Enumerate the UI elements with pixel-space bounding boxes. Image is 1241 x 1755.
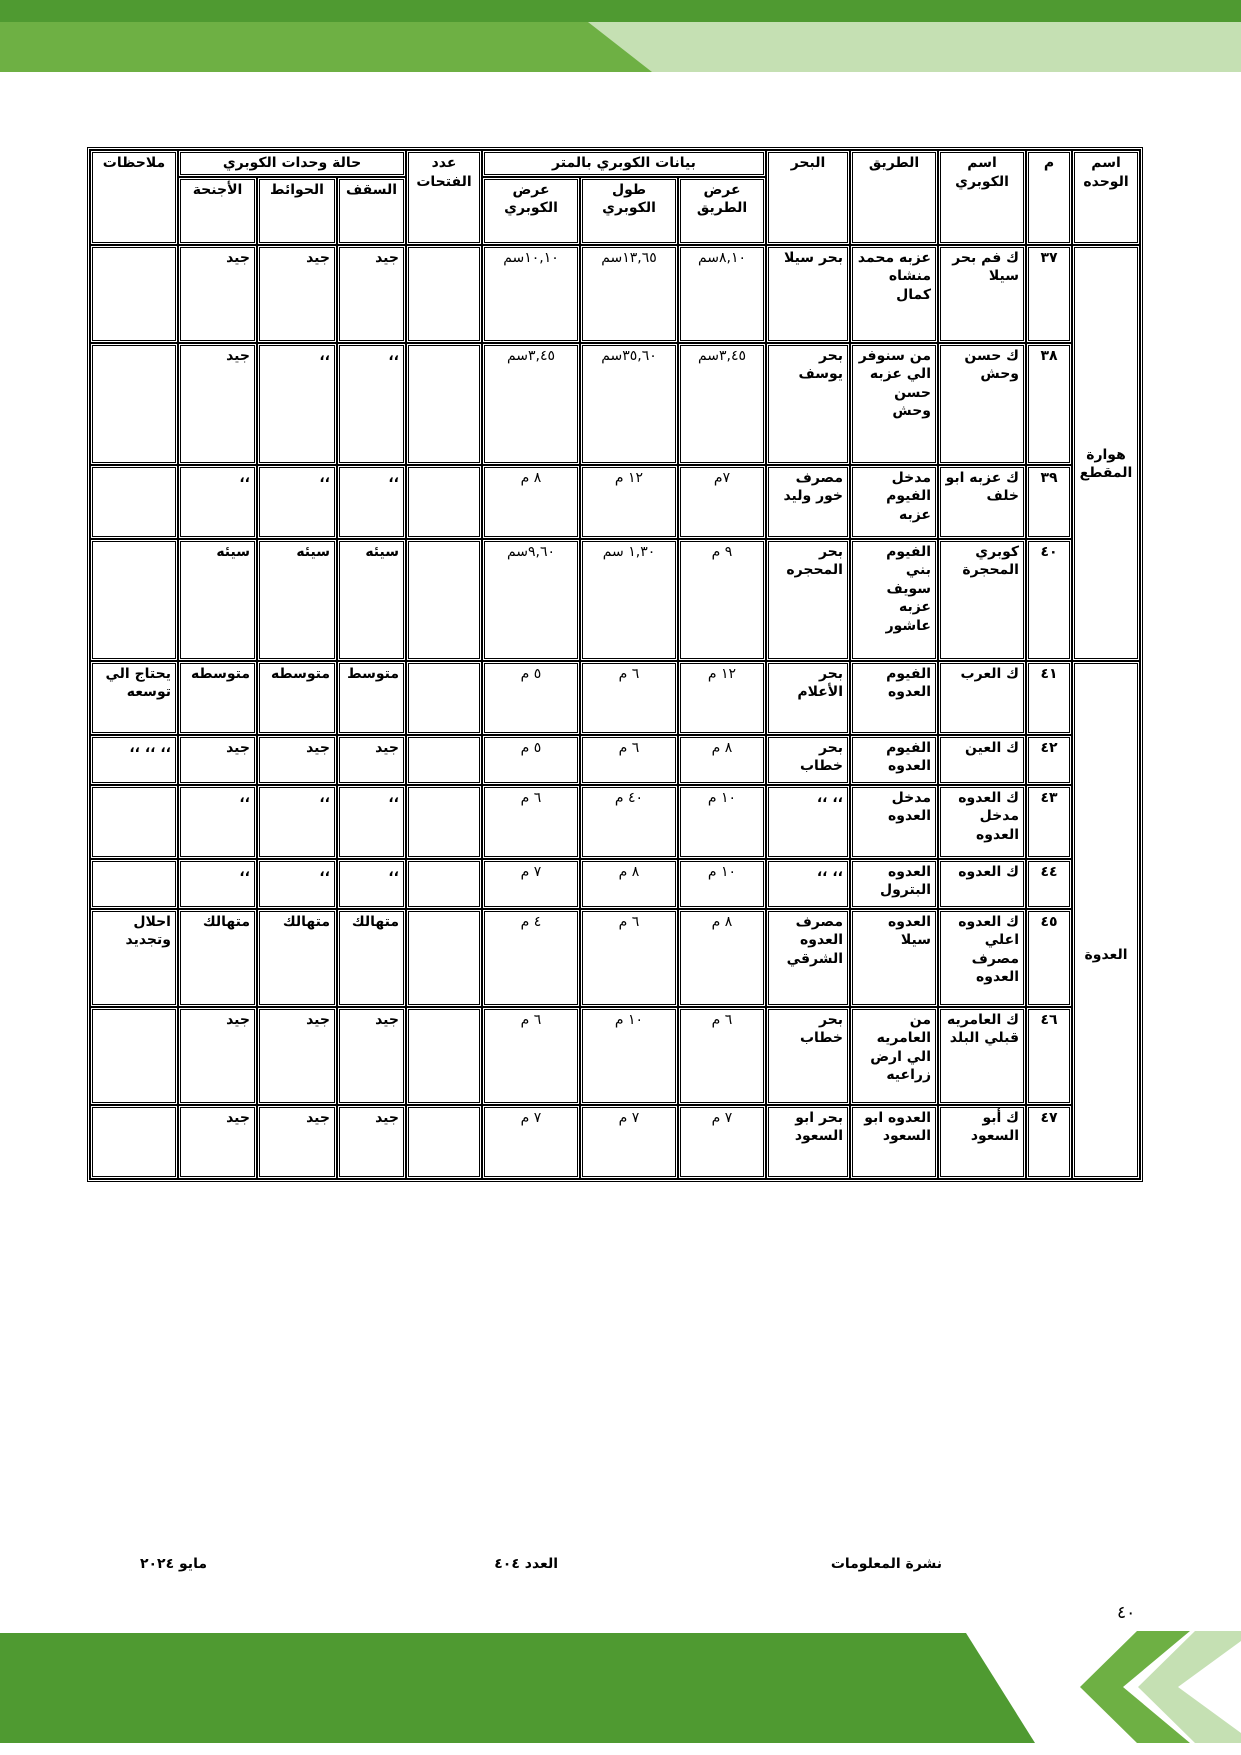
bridge-length-cell: ١٢ م [580, 465, 678, 539]
road-cell: العدوه البترول [850, 859, 938, 909]
bridge-width-cell: ٥ م [482, 661, 580, 735]
table-row [90, 465, 1140, 539]
sea-cell: بحر المحجره [766, 539, 850, 661]
sea-cell: مصرف العدوه الشرقي [766, 909, 850, 1007]
wings-status-cell: جيد [178, 343, 257, 465]
notes-cell [90, 1007, 178, 1105]
footer-issue: العدد ٤٠٤ [494, 1556, 558, 1572]
header-unit: اسم الوحده [1072, 150, 1140, 245]
roof-status-cell: ،، [337, 465, 406, 539]
bridge-length-cell: ٤٠ م [580, 785, 678, 859]
roof-status-cell: متوسط [337, 661, 406, 735]
walls-status-cell: متهالك [257, 909, 337, 1007]
road-width-cell: ٧ م [678, 1105, 766, 1179]
unit-name-cell: العدوة [1072, 661, 1140, 1179]
table-row [90, 245, 1140, 343]
header-bridge-name: اسم الكوبري [938, 150, 1026, 245]
header-walls: الحوائط [257, 177, 337, 245]
walls-status-cell: جيد [257, 1105, 337, 1179]
notes-cell: ،، ،، ،، [90, 735, 178, 785]
bridge-width-cell: ٦ م [482, 785, 580, 859]
roof-status-cell: جيد [337, 1105, 406, 1179]
bridge-length-cell: ٦ م [580, 661, 678, 735]
row-number-cell: ٤٧ [1026, 1105, 1072, 1179]
notes-cell [90, 1105, 178, 1179]
openings-cell [406, 465, 482, 539]
bridge-length-cell: ١٠ م [580, 1007, 678, 1105]
bridge-length-cell: ٨ م [580, 859, 678, 909]
row-number-cell: ٣٩ [1026, 465, 1072, 539]
bridge-length-cell: ٧ م [580, 1105, 678, 1179]
sea-cell: ،، ،، [766, 785, 850, 859]
road-cell: من سنوفر الي عزبه حسن وحش [850, 343, 938, 465]
road-width-cell: ٦ م [678, 1007, 766, 1105]
sea-cell: بحر الأعلام [766, 661, 850, 735]
footer-band [0, 1620, 1241, 1755]
notes-cell [90, 539, 178, 661]
bridge-width-cell: ٦ م [482, 1007, 580, 1105]
header-bridge-width: عرض الكوبري [482, 177, 580, 245]
road-width-cell: ٨ م [678, 909, 766, 1007]
bridge-name-cell: ك عزبه ابو خلف [938, 465, 1026, 539]
header-group-bridge-data: بيانات الكوبري بالمتر [482, 150, 766, 177]
table-row [90, 735, 1140, 785]
road-width-cell: ٩ م [678, 539, 766, 661]
road-width-cell: ٣,٤٥سم [678, 343, 766, 465]
walls-status-cell: سيئه [257, 539, 337, 661]
openings-cell [406, 909, 482, 1007]
bridge-width-cell: ٥ م [482, 735, 580, 785]
header-group-status: حالة وحدات الكوبري [178, 150, 406, 177]
wings-status-cell: متوسطه [178, 661, 257, 735]
bridges-table [87, 147, 1143, 1182]
row-number-cell: ٤٠ [1026, 539, 1072, 661]
bridge-name-cell: ك العدوه مدخل العدوه [938, 785, 1026, 859]
header-notes: ملاحظات [90, 150, 178, 245]
road-cell: الفيوم العدوه [850, 735, 938, 785]
bridge-length-cell: ٦ م [580, 909, 678, 1007]
road-cell: من العامريه الي ارض زراعيه [850, 1007, 938, 1105]
sea-cell: بحر خطاب [766, 735, 850, 785]
wings-status-cell: جيد [178, 735, 257, 785]
bridge-length-cell: ١,٣٠ سم [580, 539, 678, 661]
openings-cell [406, 859, 482, 909]
header-openings: عدد الفتحات [406, 150, 482, 245]
table-row [90, 1007, 1140, 1105]
sea-cell: بحر يوسف [766, 343, 850, 465]
sea-cell: بحر خطاب [766, 1007, 850, 1105]
row-number-cell: ٤٦ [1026, 1007, 1072, 1105]
openings-cell [406, 1105, 482, 1179]
unit-name-cell: هوارة المقطع [1072, 245, 1140, 661]
wings-status-cell: سيئه [178, 539, 257, 661]
openings-cell [406, 735, 482, 785]
wings-status-cell: ،، [178, 859, 257, 909]
wings-status-cell: جيد [178, 245, 257, 343]
walls-status-cell: ،، [257, 859, 337, 909]
table-row [90, 661, 1140, 735]
bridge-width-cell: ٤ م [482, 909, 580, 1007]
bridge-name-cell: ك العرب [938, 661, 1026, 735]
roof-status-cell: جيد [337, 735, 406, 785]
road-cell: الفيوم العدوه [850, 661, 938, 735]
notes-cell: يحتاج الي توسعه [90, 661, 178, 735]
bridges-table-wrapper [91, 147, 1143, 1182]
roof-status-cell: جيد [337, 245, 406, 343]
row-number-cell: ٤٢ [1026, 735, 1072, 785]
bridge-width-cell: ٧ م [482, 859, 580, 909]
table-row [90, 909, 1140, 1007]
wings-status-cell: جيد [178, 1007, 257, 1105]
walls-status-cell: جيد [257, 735, 337, 785]
sea-cell: بحر ابو السعود [766, 1105, 850, 1179]
road-cell: الفيوم بني سويف عزبه عاشور [850, 539, 938, 661]
table-body [90, 245, 1140, 1179]
wings-status-cell: ،، [178, 465, 257, 539]
bridge-length-cell: ١٣,٦٥سم [580, 245, 678, 343]
road-cell: العدوه ابو السعود [850, 1105, 938, 1179]
openings-cell [406, 245, 482, 343]
wings-status-cell: جيد [178, 1105, 257, 1179]
bridge-name-cell: ك العامريه قبلي البلد [938, 1007, 1026, 1105]
roof-status-cell: سيئه [337, 539, 406, 661]
header-band [0, 0, 1241, 80]
notes-cell [90, 859, 178, 909]
notes-cell [90, 343, 178, 465]
wings-status-cell: ،، [178, 785, 257, 859]
road-width-cell: ٨,١٠سم [678, 245, 766, 343]
bridge-name-cell: ك العدوه اعلي مصرف العدوه [938, 909, 1026, 1007]
sea-cell: مصرف خور وليد [766, 465, 850, 539]
roof-status-cell: ،، [337, 343, 406, 465]
bridge-width-cell: ٣,٤٥سم [482, 343, 580, 465]
bridge-name-cell: كوبري المحجرة [938, 539, 1026, 661]
header-roof: السقف [337, 177, 406, 245]
header-sea: البحر [766, 150, 850, 245]
walls-status-cell: جيد [257, 245, 337, 343]
road-width-cell: ٧م [678, 465, 766, 539]
row-number-cell: ٤٣ [1026, 785, 1072, 859]
notes-cell [90, 465, 178, 539]
table-row [90, 539, 1140, 661]
bridge-length-cell: ٦ م [580, 735, 678, 785]
row-number-cell: ٤٤ [1026, 859, 1072, 909]
openings-cell [406, 539, 482, 661]
header-road-width: عرض الطريق [678, 177, 766, 245]
bridge-name-cell: ك أبو السعود [938, 1105, 1026, 1179]
walls-status-cell: ،، [257, 785, 337, 859]
bridge-name-cell: ك فم بحر سيلا [938, 245, 1026, 343]
notes-cell [90, 245, 178, 343]
road-width-cell: ١٢ م [678, 661, 766, 735]
table-row [90, 1105, 1140, 1179]
road-cell: مدخل الفيوم عزبه [850, 465, 938, 539]
road-width-cell: ٨ م [678, 735, 766, 785]
road-cell: عزبه محمد منشاه كمال [850, 245, 938, 343]
row-number-cell: ٤١ [1026, 661, 1072, 735]
roof-status-cell: جيد [337, 1007, 406, 1105]
row-number-cell: ٣٧ [1026, 245, 1072, 343]
page-number: ٤٠ [1117, 1603, 1136, 1623]
openings-cell [406, 1007, 482, 1105]
table-row [90, 859, 1140, 909]
footer-publication: نشرة المعلومات [830, 1556, 942, 1572]
road-width-cell: ١٠ م [678, 785, 766, 859]
bridge-name-cell: ك حسن وحش [938, 343, 1026, 465]
header-number: م [1026, 150, 1072, 245]
road-width-cell: ١٠ م [678, 859, 766, 909]
openings-cell [406, 343, 482, 465]
walls-status-cell: ،، [257, 465, 337, 539]
bridge-width-cell: ١٠,١٠سم [482, 245, 580, 343]
table-row [90, 343, 1140, 465]
openings-cell [406, 785, 482, 859]
road-cell: العدوه سيلا [850, 909, 938, 1007]
row-number-cell: ٤٥ [1026, 909, 1072, 1007]
table-row [90, 785, 1140, 859]
bridge-width-cell: ٨ م [482, 465, 580, 539]
roof-status-cell: ،، [337, 859, 406, 909]
walls-status-cell: جيد [257, 1007, 337, 1105]
walls-status-cell: متوسطه [257, 661, 337, 735]
roof-status-cell: متهالك [337, 909, 406, 1007]
row-number-cell: ٣٨ [1026, 343, 1072, 465]
header-bridge-length: طول الكوبري [580, 177, 678, 245]
roof-status-cell: ،، [337, 785, 406, 859]
bridge-name-cell: ك العين [938, 735, 1026, 785]
road-cell: مدخل العدوه [850, 785, 938, 859]
openings-cell [406, 661, 482, 735]
header-road: الطريق [850, 150, 938, 245]
footer-date: مايو ٢٠٢٤ [139, 1556, 207, 1572]
bridge-width-cell: ٧ م [482, 1105, 580, 1179]
sea-cell: بحر سيلا [766, 245, 850, 343]
walls-status-cell: ،، [257, 343, 337, 465]
header-wings: الأجنحة [178, 177, 257, 245]
bridge-name-cell: ك العدوه [938, 859, 1026, 909]
sea-cell: ،، ،، [766, 859, 850, 909]
bridge-length-cell: ٣٥,٦٠سم [580, 343, 678, 465]
notes-cell [90, 785, 178, 859]
wings-status-cell: متهالك [178, 909, 257, 1007]
bridge-width-cell: ٩,٦٠سم [482, 539, 580, 661]
notes-cell: احلال وتجديد [90, 909, 178, 1007]
